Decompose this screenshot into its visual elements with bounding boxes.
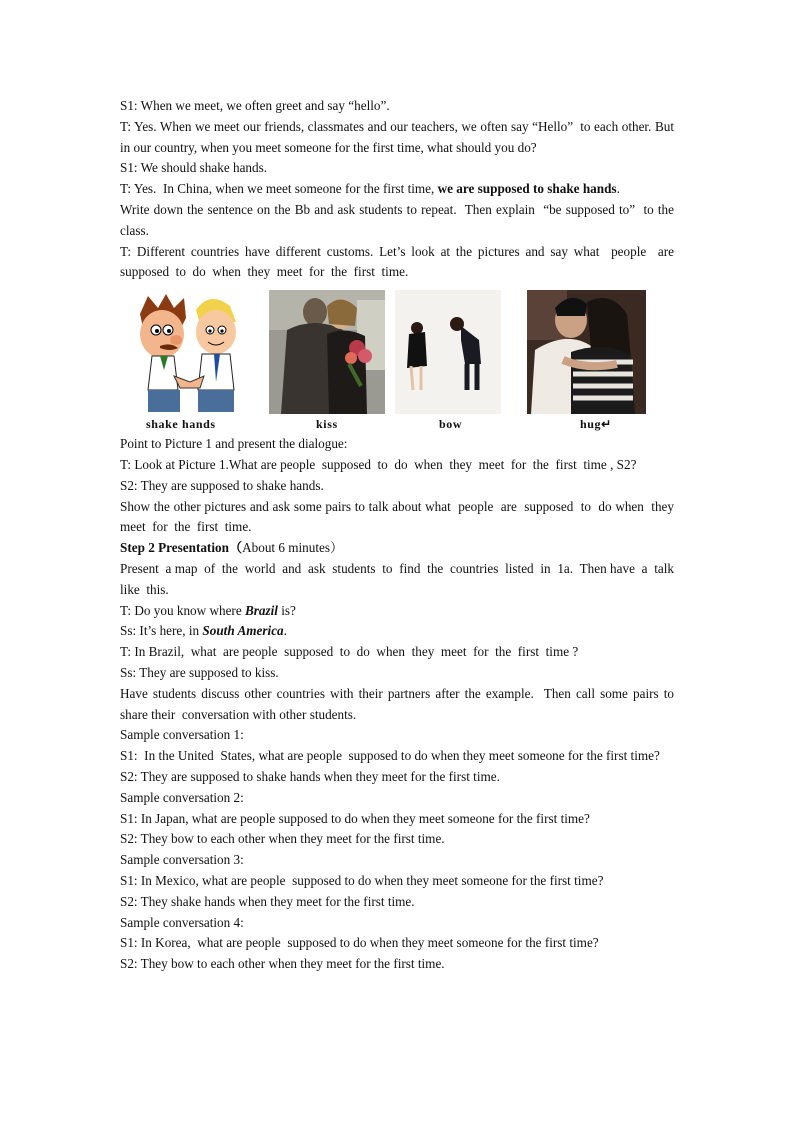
text-span: About 6 minutes）: [242, 540, 344, 556]
hug-photo: [527, 290, 646, 414]
greeting-pictures: [120, 290, 674, 414]
text-line: [120, 601, 674, 622]
text-line: Present a map of the world and ask students to find the countries listed in 1a. Then have a talk like this.: [120, 560, 681, 597]
text-line: T: Yes. When we meet our friends, classmates and our teachers, we often say “Hello” to each other. But in our country, when you meet someone for the first time, what should you do?: [120, 118, 678, 155]
document-body: [120, 96, 681, 975]
shake-hands-image: [130, 290, 248, 414]
text-span: Ss: It’s here, in: [120, 623, 203, 639]
text-line: S2: They bow to each other when they meet for the first time.: [120, 956, 445, 972]
text-line: S2: They bow to each other when they meet for the first time.: [120, 831, 445, 847]
text-span: T: Do you know where: [120, 602, 245, 618]
text-line: Ss: They are supposed to kiss.: [120, 664, 279, 680]
caption-kiss: kiss: [316, 417, 338, 432]
text-line: [120, 621, 674, 642]
text-line: Sample conversation 3:: [120, 852, 244, 868]
text-line: Write down the sentence on the Bb and ask students to repeat. Then explain “be supposed to” to the class.: [120, 201, 678, 238]
text-line: Sample conversation 1:: [120, 727, 244, 743]
text-line: S1: We should shake hands.: [120, 160, 268, 176]
text-line: S1: When we meet, we often greet and say “hello”.: [120, 98, 390, 113]
text-span: T: Yes. In China, when we meet someone for the first time,: [120, 181, 438, 197]
text-span: .: [616, 181, 620, 197]
text-line: T: Different countries have different customs. Let’s look at the pictures and say what people are supposed to do when they meet for the first time.: [120, 243, 678, 280]
text-line: T: In Brazil, what are people supposed to do when they meet for the first time ?: [120, 644, 579, 660]
text-line: S2: They are supposed to shake hands.: [120, 477, 324, 493]
picture-captions: [120, 414, 674, 434]
text-span: .: [283, 623, 287, 639]
bold-text: Step 2 Presentation（: [120, 540, 243, 556]
text-line: [120, 179, 674, 200]
text-line: S1: In Korea, what are people supposed to do when they meet someone for the first time?: [120, 935, 599, 951]
text-line: T: Look at Picture 1.What are people supposed to do when they meet for the first time , S2?: [120, 456, 637, 472]
step-heading: [120, 538, 674, 559]
bold-text: we are supposed to shake hands: [437, 181, 617, 197]
text-line: S1: In Mexico, what are people supposed to do when they meet someone for the first time?: [120, 872, 604, 888]
kiss-photo: [269, 290, 385, 414]
text-line: S2: They shake hands when they meet for the first time.: [120, 893, 415, 909]
bold-italic-text: Brazil: [244, 602, 278, 618]
text-line: S1: In Japan, what are people supposed to do when they meet someone for the first time?: [120, 810, 590, 826]
bow-photo: [395, 290, 501, 414]
text-line: Sample conversation 2:: [120, 789, 244, 805]
text-line: Point to Picture 1 and present the dialogue:: [120, 436, 348, 452]
text-line: S1: In the United States, what are people supposed to do when they meet someone for the first time?: [120, 748, 660, 764]
text-line: Have students discuss other countries with their partners after the example. Then call some pairs to share their conversation with other students.: [120, 685, 678, 722]
text-span: is?: [277, 602, 296, 618]
caption-hug: hug↵: [580, 417, 612, 432]
caption-shake-hands: shake hands: [146, 417, 216, 432]
text-line: S2: They are supposed to shake hands when they meet for the first time.: [120, 768, 500, 784]
text-line: Show the other pictures and ask some pairs to talk about what people are supposed to do when they meet for the first time.: [120, 498, 681, 535]
bold-italic-text: South America: [202, 623, 284, 639]
text-line: Sample conversation 4:: [120, 914, 244, 930]
caption-bow: bow: [439, 417, 463, 432]
